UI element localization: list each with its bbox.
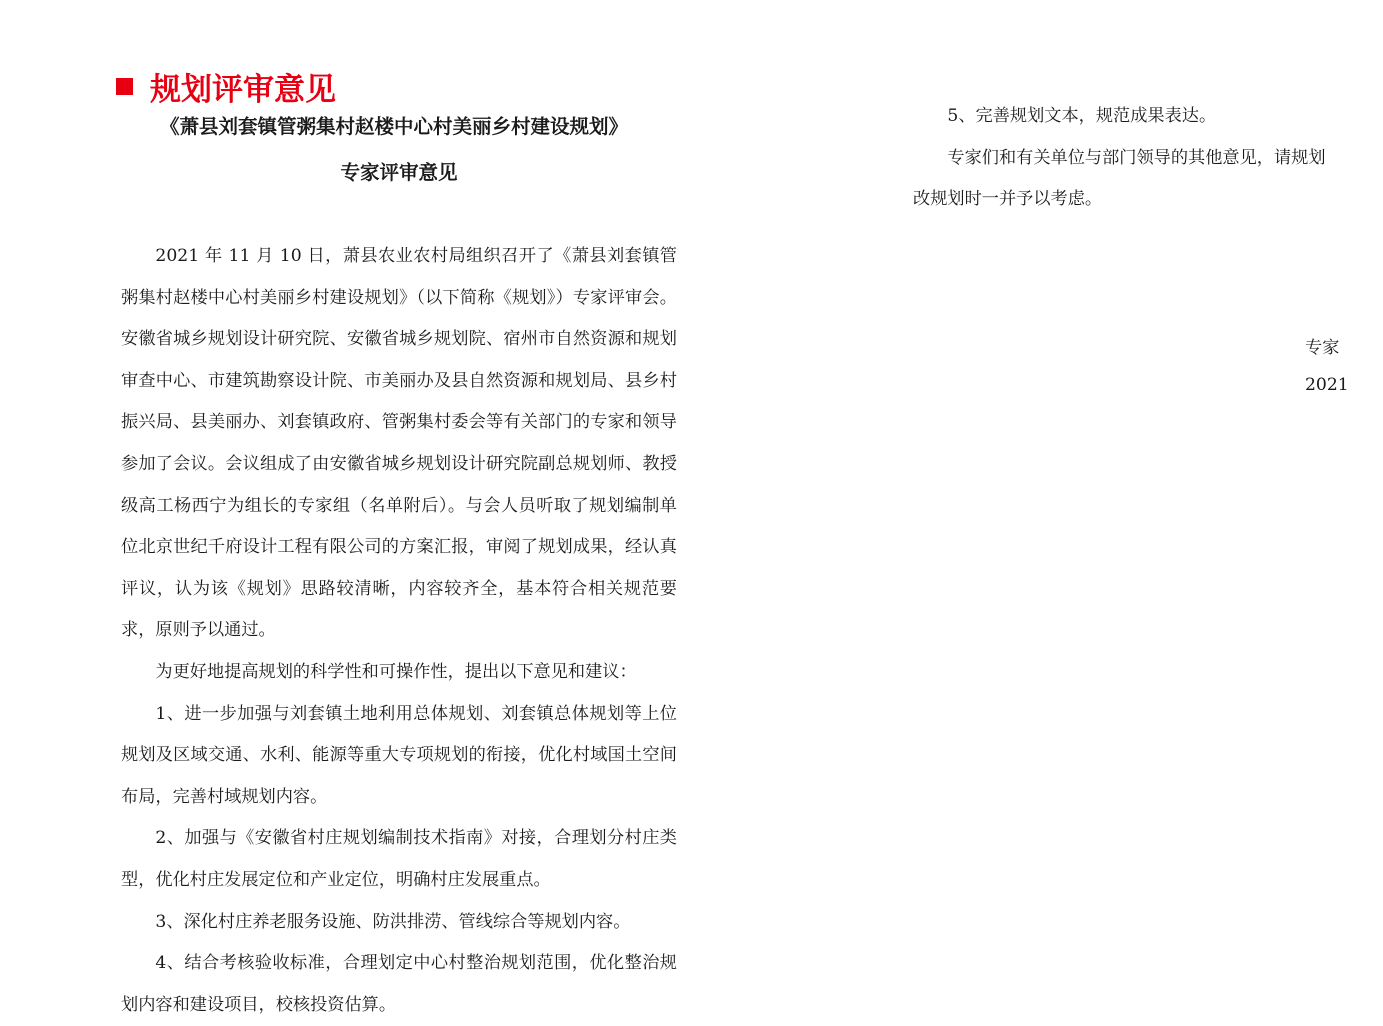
body-paragraph-item-5: 5、完善规划文本，规范成果表达。 — [947, 106, 1217, 126]
body-paragraph-item-3: 3、深化村庄养老服务设施、防洪排涝、管线综合等规划内容。 — [155, 911, 631, 932]
right-page-body — [913, 96, 1383, 221]
body-paragraph-item-1: 1、进一步加强与刘套镇土地利用总体规划、刘套镇总体规划等上位规划及区域交通、水利、能源等重大专项规划的衔接，优化村域国土空间布局，完善村域规划内容。 — [121, 703, 677, 807]
body-paragraph-lead: 为更好地提高规划的科学性和可操作性，提出以下意见和建议： — [155, 661, 637, 682]
section-heading-text: 规划评审意见 — [150, 71, 336, 108]
body-paragraph-intro: 2021 年 11 月 10 日，萧县农业农村局组织召开了《萧县刘套镇管粥集村赵楼中心村美丽乡村建设规划》（以下简称《规划》）专家评审会。安徽省城乡规划设计研究院、安徽省城乡规划院、宿州市自然资源和规划审查中心、市建筑勘察设计院、市美丽办及县自然资源和规划局、县乡村振兴局、县美丽办、刘套镇政府、管粥集村委会等有关部门的专家和领导参加了会议。会议组成了由安徽省城乡规划设计研究院副总规划师、教授级高工杨西宁为组长的专家组（名单附后）。与会人员听取了规划编制单位北京世纪千府设计工程有限公司的方案汇报，审阅了规划成果，经认真评议，认为该《规划》思路较清晰，内容较齐全，基本符合相关规范要求，原则予以通过。 — [121, 246, 677, 641]
body-paragraph-item-4: 4、结合考核验收标准，合理划定中心村整治规划范围，优化整治规划内容和建设项目，校核投资估算。 — [121, 953, 677, 1015]
closing-paragraph-line-2: 改规划时一并予以考虑。 — [913, 189, 1103, 210]
left-page-header — [121, 108, 677, 196]
document-title: 《萧县刘套镇管粥集村赵楼中心村美丽乡村建设规划》 — [159, 115, 628, 138]
signature-org: 专家 — [1305, 338, 1340, 358]
document-body — [121, 236, 677, 1026]
red-square-bullet-icon — [116, 78, 133, 95]
body-paragraph-item-2: 2、加强与《安徽省村庄规划编制技术指南》对接，合理划分村庄类型，优化村庄发展定位和产业定位，明确村庄发展重点。 — [121, 828, 677, 890]
signature-date: 2021 — [1305, 375, 1349, 395]
document-subtitle: 专家评审意见 — [340, 161, 458, 184]
section-heading — [116, 64, 336, 108]
closing-paragraph-line-1: 专家们和有关单位与部门领导的其他意见，请规划 — [947, 147, 1326, 168]
